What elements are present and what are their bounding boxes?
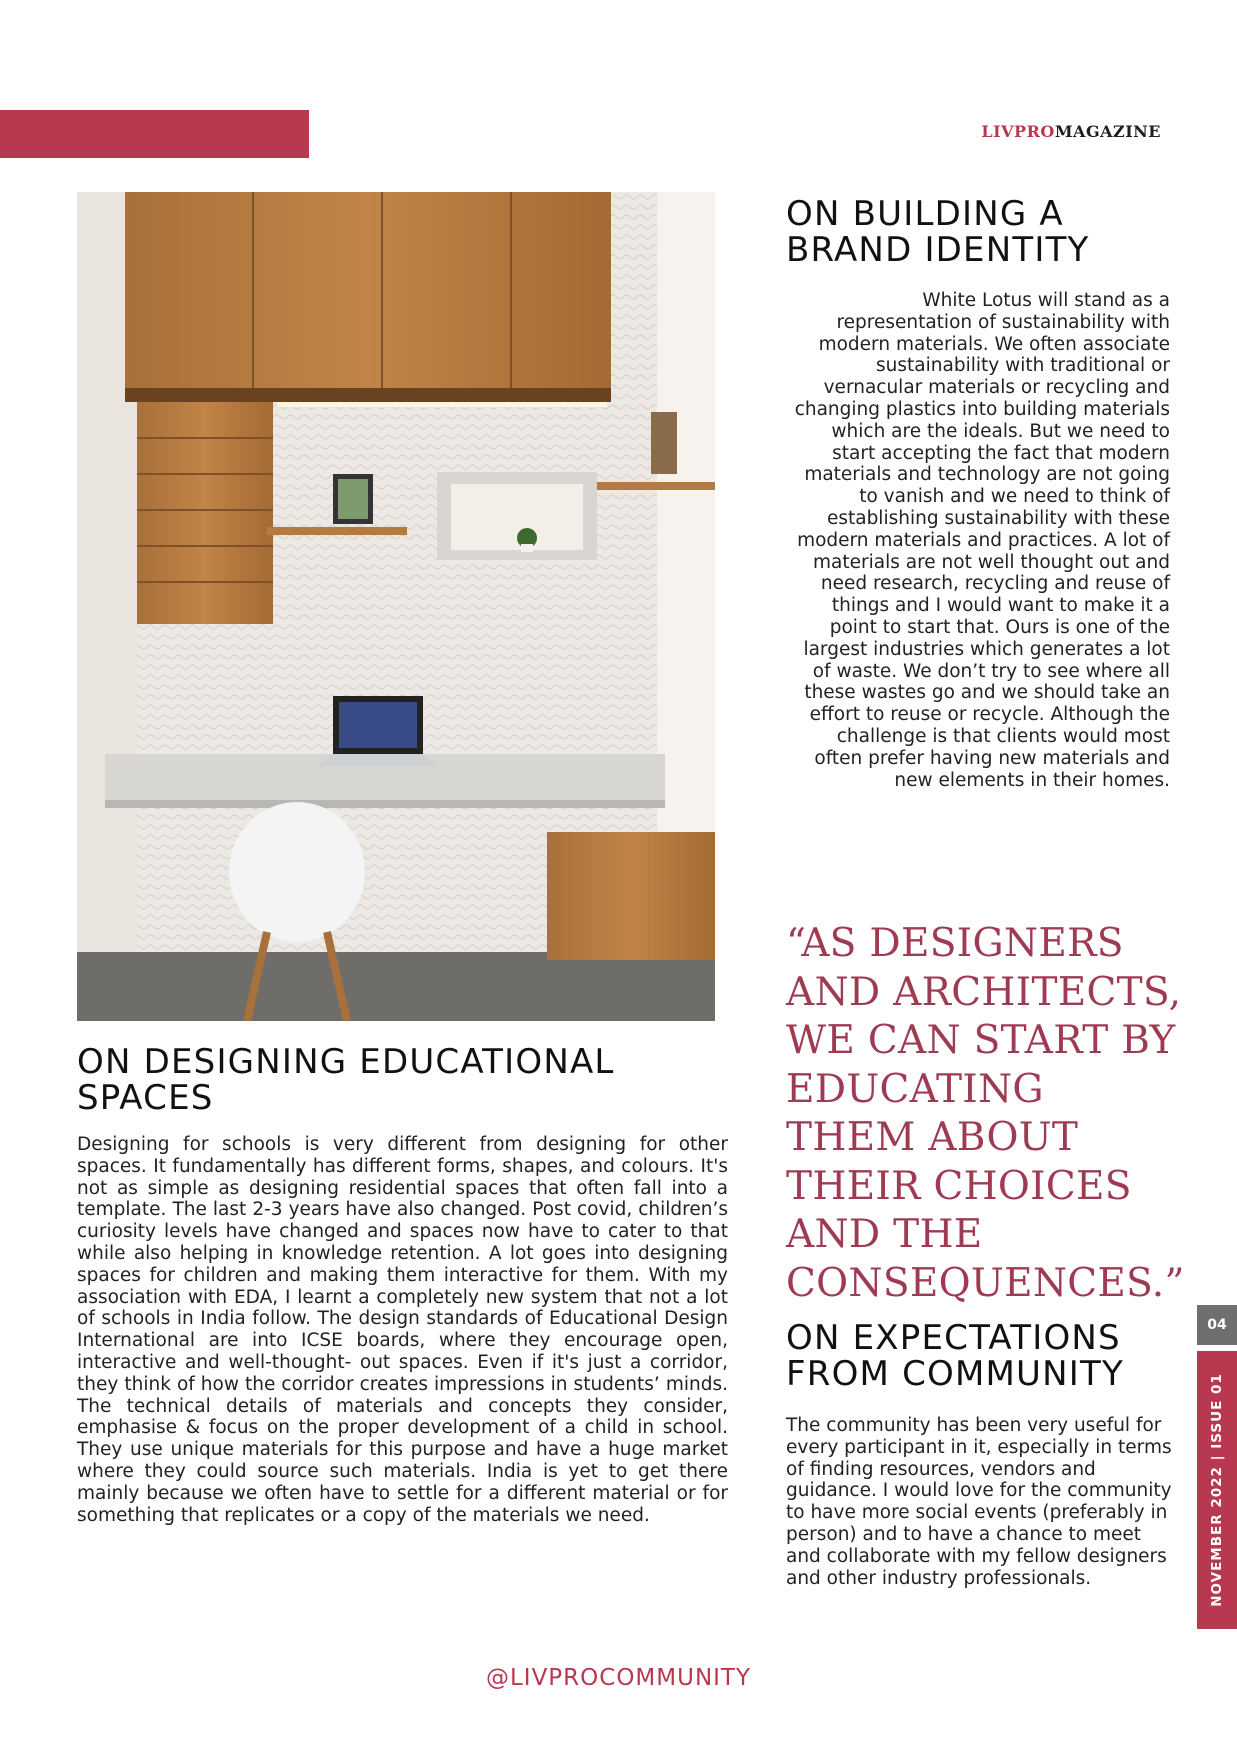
social-handle[interactable]: @LIVPROCOMMUNITY xyxy=(485,1665,752,1691)
study-nook-interior-photo xyxy=(77,192,715,1021)
heading-brand-identity: ON BUILDING A BRAND IDENTITY xyxy=(786,194,1090,270)
issue-label: NOVEMBER 2022 | ISSUE 01 xyxy=(1209,1373,1225,1607)
pull-quote: “AS DESIGNERS AND ARCHITECTS, WE CAN START BY EDUCATING THEM ABOUT THEIR CHOICES AND THE CONSEQUENCES.” xyxy=(786,921,1185,1306)
brand-rest: MAGAZINE xyxy=(1054,122,1161,141)
brand-accent: LIVPRO xyxy=(981,122,1055,141)
page-number: 04 xyxy=(1197,1305,1237,1345)
paragraph-community-expectations: The community has been very useful for every participant in it, especially in terms of finding resources, vendors and guidance. I would love for the community to have more social events (preferably in person) and to have a chance to meet and collaborate with my fellow designers and other industry professionals. xyxy=(786,1415,1172,1589)
paragraph-brand-identity: White Lotus will stand as a representation of sustainability with modern materials. We often associate sustainability with traditional or vernacular materials or recycling and changing plastics into building materials which are the ideals. But we need to start accepting the fact that modern materials and technology are not going to vanish and we need to think of establishing sustainability with these modern materials and practices. A lot of materials are not well thought out and need research, recycling and reuse of things and I would want to make it a point to start that. Ours is one of the largest industries which generates a lot of waste. We don’t try to see where all these wastes go and we should take an effort to reuse or recycle. Although the challenge is that clients would most often prefer having new materials and new elements in their homes. xyxy=(794,290,1170,791)
header-accent-bar xyxy=(0,110,309,158)
magazine-brand xyxy=(981,122,1161,141)
side-tab xyxy=(1197,1305,1237,1629)
study-nook-illustration xyxy=(77,192,715,1021)
heading-community-expectations: ON EXPECTATIONS FROM COMMUNITY xyxy=(786,1318,1124,1394)
heading-educational-spaces: ON DESIGNING EDUCATIONAL SPACES xyxy=(77,1042,615,1118)
paragraph-educational-spaces: Designing for schools is very different from designing for other spaces. It fundamentally has different forms, shapes, and colours. It's not as simple as designing residential spaces that often fall into a template. The last 2-3 years have also changed. Post covid, children’s curiosity levels have changed and spaces now have to cater to that while also helping in knowledge retention. A lot goes into designing spaces for children and making them interactive for them. With my association with EDA, I learnt a completely new system that not a lot of schools in India follow. The design standards of Educational Design International are into ICSE boards, where they encourage open, interactive and well-thought- out spaces. Even if it's just a corridor, they think of how the corridor creates impressions in students’ minds. The technical details of materials and concepts they consider, emphasise & focus on the proper development of a child in school. They use unique materials for this purpose and have a huge market where they could source such materials. India is yet to get there mainly because we often have to settle for a different material or for something that replicates or a copy of the materials we need. xyxy=(77,1134,728,1526)
issue-strip xyxy=(1197,1351,1237,1629)
